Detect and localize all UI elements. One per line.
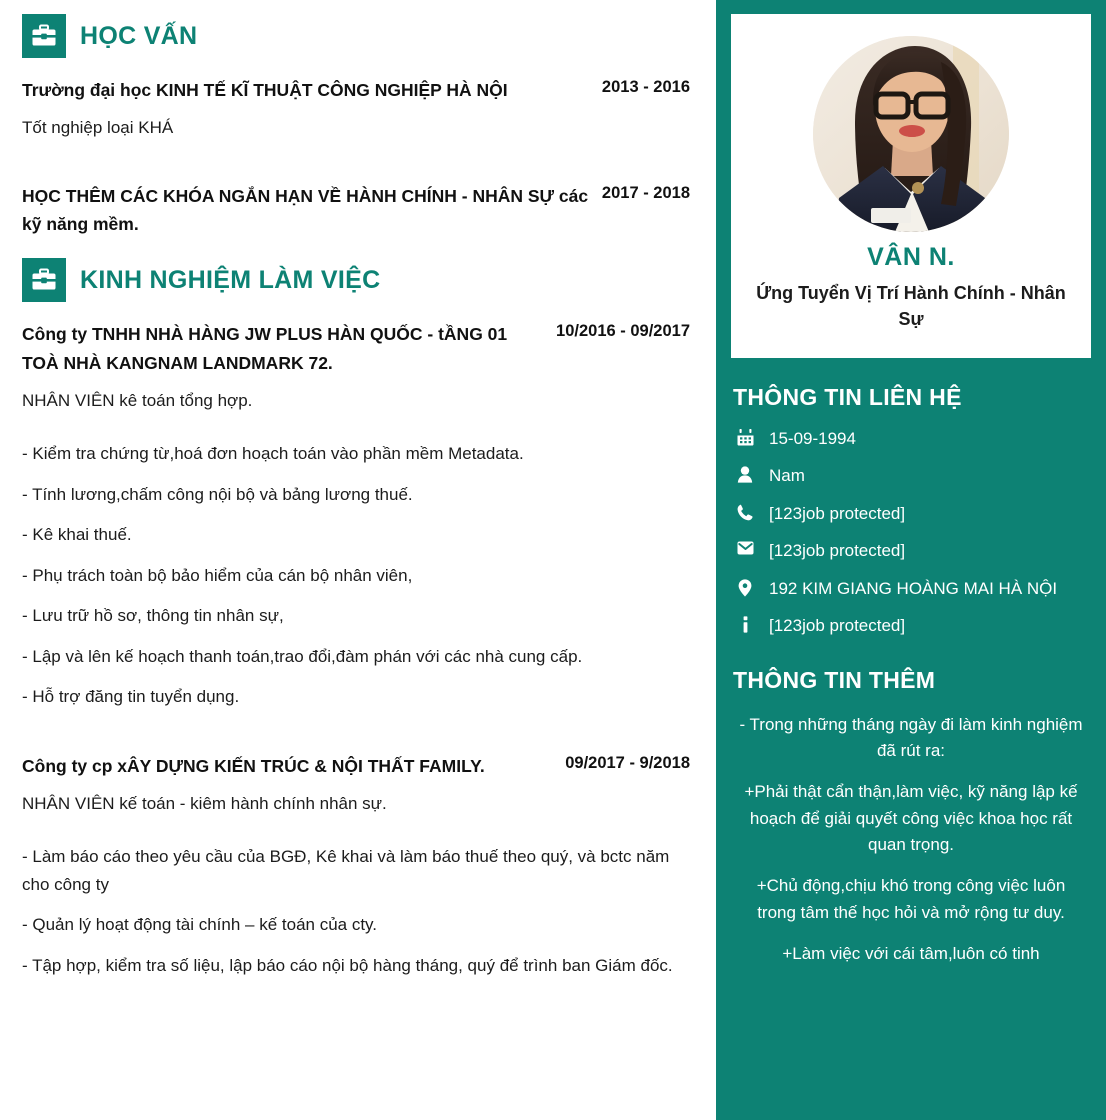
- experience-entry-title: Công ty cp xÂY DỰNG KIẾN TRÚC & NỘI THẤT FAMILY.: [22, 755, 485, 776]
- extra-info-paragraph: +Làm việc với cái tâm,luôn có tinh: [782, 943, 1040, 963]
- briefcase-icon: [22, 14, 66, 58]
- list-item: - Kiểm tra chứng từ,hoá đơn hoạch toán vào phần mềm Metadata.: [22, 444, 524, 464]
- experience-entry: [22, 320, 690, 377]
- education-entry: [22, 182, 690, 239]
- list-item: - Lập và lên kế hoạch thanh toán,trao đổi,đàm phán với các nhà cung cấp.: [22, 646, 583, 666]
- contact-row-phone[interactable]: [731, 502, 1091, 526]
- contact-value-info: [123job protected]: [769, 616, 906, 636]
- candidate-role: Ứng Tuyển Vị Trí Hành Chính - Nhân Sự: [756, 282, 1066, 329]
- list-item: - Phụ trách toàn bộ bảo hiểm của cán bộ nhân viên,: [22, 565, 413, 585]
- list-item: - Kê khai thuế.: [22, 525, 132, 545]
- extra-info-paragraph: +Phải thật cẩn thận,làm việc, kỹ năng lập kế hoạch để giải quyết công việc khoa học rất quan trọng.: [744, 782, 1078, 854]
- extra-info-heading: THÔNG TIN THÊM: [733, 666, 936, 693]
- experience-entry: [22, 752, 690, 780]
- education-entry: [22, 76, 690, 104]
- phone-icon: [735, 502, 755, 526]
- contact-value-phone: [123job protected]: [769, 503, 906, 523]
- education-entry-date: 2013 - 2016: [601, 78, 690, 96]
- experience-section-header: [22, 258, 690, 302]
- list-item: - Hỗ trợ đăng tin tuyển dụng.: [22, 687, 240, 707]
- contact-heading: THÔNG TIN LIÊN HỆ: [733, 383, 962, 410]
- experience-bullet-list: [22, 440, 690, 711]
- calendar-icon: [735, 427, 755, 451]
- envelope-icon: [735, 539, 755, 563]
- extra-info-paragraph: - Trong những tháng ngày đi làm kinh nghiệm đã rút ra:: [739, 714, 1083, 760]
- experience-entry-date: 09/2017 - 9/2018: [565, 753, 690, 772]
- candidate-name: VÂN N.: [867, 243, 955, 271]
- right-sidebar-panel: [716, 0, 1106, 1120]
- education-entry-date: 2017 - 2018: [601, 183, 690, 202]
- avatar: [813, 36, 1009, 232]
- contact-value-gender: Nam: [769, 466, 805, 486]
- list-item: - Tập hợp, kiểm tra số liệu, lập báo cáo nội bộ hàng tháng, quý để trình ban Giám đốc.: [22, 955, 673, 975]
- contact-value-birthdate: 15-09-1994: [769, 428, 856, 448]
- contact-row-birthdate: [731, 427, 1091, 451]
- contact-row-gender: [731, 464, 1091, 488]
- list-item: - Quản lý hoạt động tài chính – kế toán của cty.: [22, 915, 378, 935]
- person-icon: [735, 464, 755, 488]
- list-item: - Làm báo cáo theo yêu cầu của BGĐ, Kê khai và làm báo thuế theo quý, và bctc năm cho công ty: [22, 847, 670, 894]
- contact-row-address: [731, 577, 1091, 601]
- list-item: - Lưu trữ hồ sơ, thông tin nhân sự,: [22, 606, 284, 626]
- contact-value-email: [123job protected]: [769, 541, 906, 561]
- education-section-header: [22, 14, 690, 58]
- contact-row-info[interactable]: [731, 614, 1091, 638]
- experience-entry-date: 10/2016 - 09/2017: [556, 322, 690, 341]
- education-entry-title: Trường đại học KINH TẾ KĨ THUẬT CÔNG NGHIỆP HÀ NỘI: [22, 80, 508, 100]
- contact-value-address: 192 KIM GIANG HOÀNG MAI HÀ NỘI: [769, 578, 1058, 598]
- experience-heading: KINH NGHIỆM LÀM VIỆC: [80, 265, 381, 294]
- education-heading: HỌC VẤN: [80, 21, 198, 50]
- map-pin-icon: [735, 577, 755, 601]
- info-icon: [735, 614, 755, 638]
- contact-row-email[interactable]: [731, 539, 1091, 563]
- profile-card: [731, 14, 1091, 358]
- experience-bullet-list: [22, 843, 690, 979]
- education-entry-title: HỌC THÊM CÁC KHÓA NGẮN HẠN VỀ HÀNH CHÍNH - NHÂN SỰ các kỹ năng mềm.: [22, 185, 589, 234]
- education-entry-subtitle: Tốt nghiệp loại KHÁ: [22, 118, 174, 138]
- list-item: - Tính lương,chấm công nội bộ và bảng lương thuế.: [22, 484, 413, 504]
- experience-entry-subtitle: NHÂN VIÊN kế toán - kiêm hành chính nhân sự.: [22, 794, 387, 814]
- experience-entry-title: Công ty TNHH NHÀ HÀNG JW PLUS HÀN QUỐC - tẦNG 01 TOÀ NHÀ KANGNAM LANDMARK 72.: [22, 324, 508, 373]
- extra-info-paragraph: +Chủ động,chịu khó trong công việc luôn trong tâm thế học hỏi và mở rộng tư duy.: [756, 876, 1066, 922]
- experience-entry-subtitle: NHÂN VIÊN kê toán tổng hợp.: [22, 390, 253, 410]
- briefcase-icon: [22, 258, 66, 302]
